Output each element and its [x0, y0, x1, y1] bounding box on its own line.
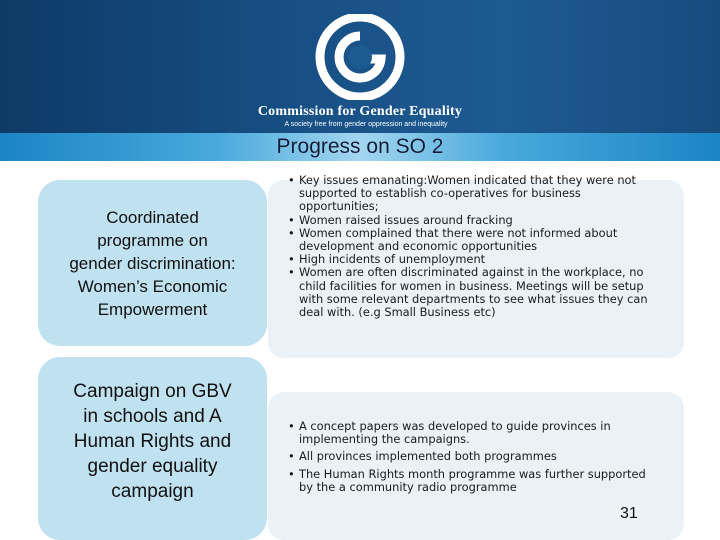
- heading-line: Women’s Economic: [77, 276, 228, 296]
- list-item: • A concept papers was developed to guide provinces in implementing the campaigns.: [288, 420, 652, 446]
- org-tagline: A society free from gender oppression and inequality: [284, 121, 448, 128]
- heading-line: in schools and A: [83, 406, 222, 427]
- list-item: • Women raised issues around fracking: [288, 214, 652, 227]
- heading-line: Coordinated: [106, 207, 199, 227]
- list-item: • Key issues emanating:Women indicated that they were not supported to establish co-operatives for business opportunities;: [288, 174, 652, 214]
- slide-title: Progress on SO 2: [276, 135, 444, 158]
- org-name: Commission for Gender Equality: [257, 104, 463, 119]
- heading-line: campaign: [111, 481, 194, 502]
- heading-line: Campaign on GBV: [73, 381, 232, 402]
- section-heading-gbv-campaign: [38, 357, 267, 540]
- heading-line: Human Rights and: [73, 431, 232, 452]
- header-banner: [0, 0, 720, 133]
- bullet-list-gbv-campaign: [288, 420, 652, 498]
- list-item: • Women are often discriminated against in the workplace, no child facilities for women in business. Meetings will be setup with some relevant departments to see what issues they can deal with. (e.g Small Business etc): [288, 266, 652, 319]
- list-item: • All provinces implemented both programmes: [288, 450, 652, 463]
- heading-line: gender discrimination:: [69, 253, 236, 273]
- heading-line: Empowerment: [97, 299, 208, 319]
- heading-line: programme on: [97, 230, 208, 250]
- cge-logo-icon: [312, 14, 408, 100]
- list-item: • High incidents of unemployment: [288, 253, 652, 266]
- section-heading-economic-empowerment: [38, 180, 267, 346]
- list-item: • Women complained that there were not informed about development and economic opportunities: [288, 227, 652, 253]
- bullet-list-economic-empowerment: [288, 174, 652, 319]
- heading-line: gender equality: [87, 456, 218, 477]
- list-item: • The Human Rights month programme was further supported by the a community radio programme: [288, 468, 652, 494]
- page-number: 31: [620, 505, 638, 522]
